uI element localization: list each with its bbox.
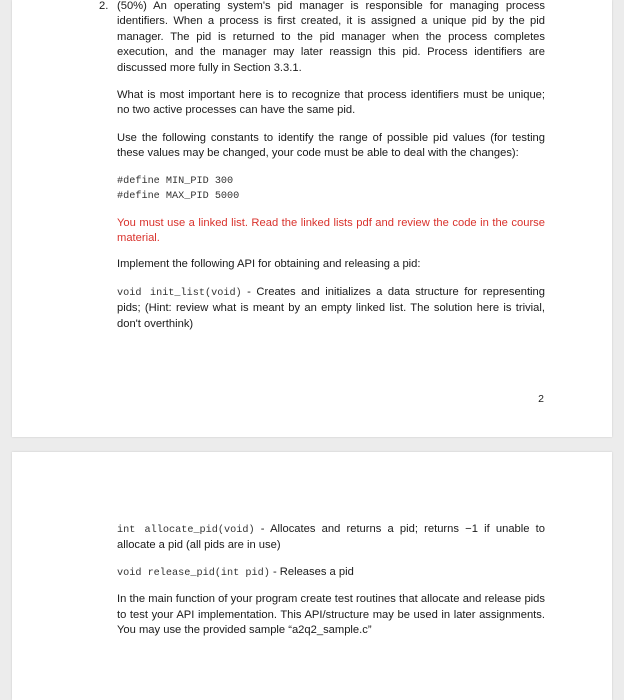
page-number: 2 [538,393,544,405]
implement-paragraph: Implement the following API for obtaining and releasing a pid: [117,258,421,271]
init-list-description [117,285,545,332]
release-pid-description [117,565,545,581]
define-min-pid: #define MIN_PID 300 [117,175,234,187]
release-pid-text: - Releases a pid [269,565,354,578]
question-number: 2. [99,0,109,12]
define-block [117,174,545,204]
define-max-pid: #define MAX_PID 5000 [117,190,240,202]
document-page-2 [12,452,612,700]
allocate-pid-signature: int allocate_pid(void) [117,525,255,536]
page-1-content [99,0,545,332]
main-function-paragraph: In the main function of your program create test routines that allocate and release pids to test your API implementation. This API/structure may be used in later assignments. You may use the provided sample “a2q2_sample.c” [117,593,545,637]
question-intro [99,0,545,76]
important-paragraph: What is most important here is to recognize that process identifiers must be unique; no two active processes can have the same pid. [117,89,545,117]
allocate-pid-description [117,522,545,554]
constants-paragraph: Use the following constants to identify the range of possible pid values (for testing these values may be changed, your code must be able to deal with the changes): [117,131,545,160]
init-list-signature: void init_list(void) [117,287,242,299]
document-page-1 [12,0,612,437]
init-list-text: - Creates and initializes a data structure for representing pids; (Hint: review what is meant by an empty linked list. The solution here is trivial, don't overthink) [117,285,545,330]
intro-paragraph: (50%) An operating system's pid manager is responsible for managing process identifiers. When a process is first created, it is assigned a unique pid by the pid manager. The pid is returned to the pid manager when the process completes execution, and the manager may later reassign this pid. Process identifiers are discussed more fully in Section 3.3.1. [117,0,545,74]
page-2-content [117,522,545,638]
release-pid-signature: void release_pid(int pid) [117,567,270,579]
linked-list-note: You must use a linked list. Read the linked lists pdf and review the code in the course material. [117,216,545,245]
allocate-pid-text: - Allocates and returns a pid; returns −1 if unable to allocate a pid (all pids are in use) [117,523,545,552]
